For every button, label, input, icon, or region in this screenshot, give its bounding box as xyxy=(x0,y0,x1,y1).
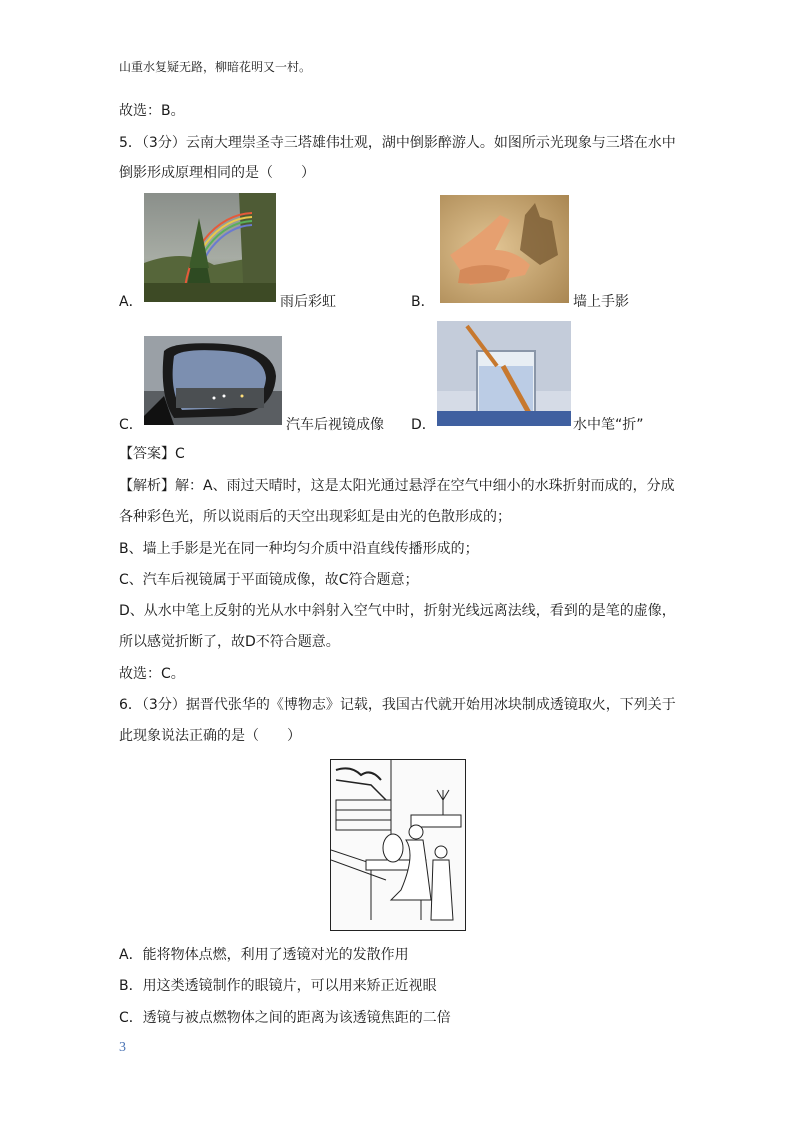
q6-stem-line1: 6．（3分）据晋代张华的《博物志》记载，我国古代就开始用冰块制成透镜取火，下列关于 xyxy=(119,697,676,713)
q5-option-a-letter: A． xyxy=(119,294,143,310)
q5-stem-line2: 倒影形成原理相同的是（ ） xyxy=(119,165,315,181)
rainbow-photo xyxy=(144,193,276,302)
analysis-line-4: C、汽车后视镜属于平面镜成像，故C符合题意； xyxy=(119,572,419,588)
prev-answer-choice: 故选：B。 xyxy=(119,103,185,119)
q6-option-b: B．用这类透镜制作的眼镜片，可以用来矫正近视眼 xyxy=(119,978,437,994)
q5-option-c-text: 汽车后视镜成像 xyxy=(286,417,384,433)
page-number: 3 xyxy=(119,1040,126,1055)
q5-option-b-text: 墙上手影 xyxy=(573,294,629,310)
q5-stem-line1: 5．（3分）云南大理崇圣寺三塔雄伟壮观，湖中倒影醉游人。如图所示光现象与三塔在水中 xyxy=(119,135,676,151)
pencil-in-water-photo xyxy=(437,321,571,426)
q5-option-d-text: 水中笔“折” xyxy=(573,417,644,433)
ancient-illustration xyxy=(330,759,466,931)
final-choice-line: 故选：C。 xyxy=(119,666,185,682)
car-mirror-photo xyxy=(144,336,282,425)
q5-option-a-text: 雨后彩虹 xyxy=(280,294,336,310)
q6-stem-line2: 此现象说法正确的是（ ） xyxy=(119,728,301,744)
hand-shadow-photo xyxy=(440,195,569,303)
analysis-line-5: D、从水中笔上反射的光从水中斜射入空气中时，折射光线远离法线，看到的是笔的虚像， xyxy=(119,603,676,619)
q5-option-c-letter: C． xyxy=(119,417,143,433)
answer-line: 【答案】C xyxy=(119,446,185,462)
analysis-line-1: 【解析】解：A、雨过天晴时，这是太阳光通过悬浮在空气中细小的水珠折射而成的，分成 xyxy=(119,478,675,494)
analysis-line-6: 所以感觉折断了，故D不符合题意。 xyxy=(119,634,340,650)
q6-option-c: C．透镜与被点燃物体之间的距离为该透镜焦距的二倍 xyxy=(119,1010,451,1026)
q6-option-a: A．能将物体点燃，利用了透镜对光的发散作用 xyxy=(119,947,409,963)
q5-option-b-letter: B． xyxy=(411,294,435,310)
q5-option-d-letter: D． xyxy=(411,417,436,433)
analysis-line-2: 各种彩色光，所以说雨后的天空出现彩虹是由光的色散形成的； xyxy=(119,509,511,525)
analysis-line-3: B、墙上手影是光在同一种均匀介质中沿直线传播形成的； xyxy=(119,541,479,557)
verse-line: 山重水复疑无路，柳暗花明又一村。 xyxy=(119,60,312,74)
